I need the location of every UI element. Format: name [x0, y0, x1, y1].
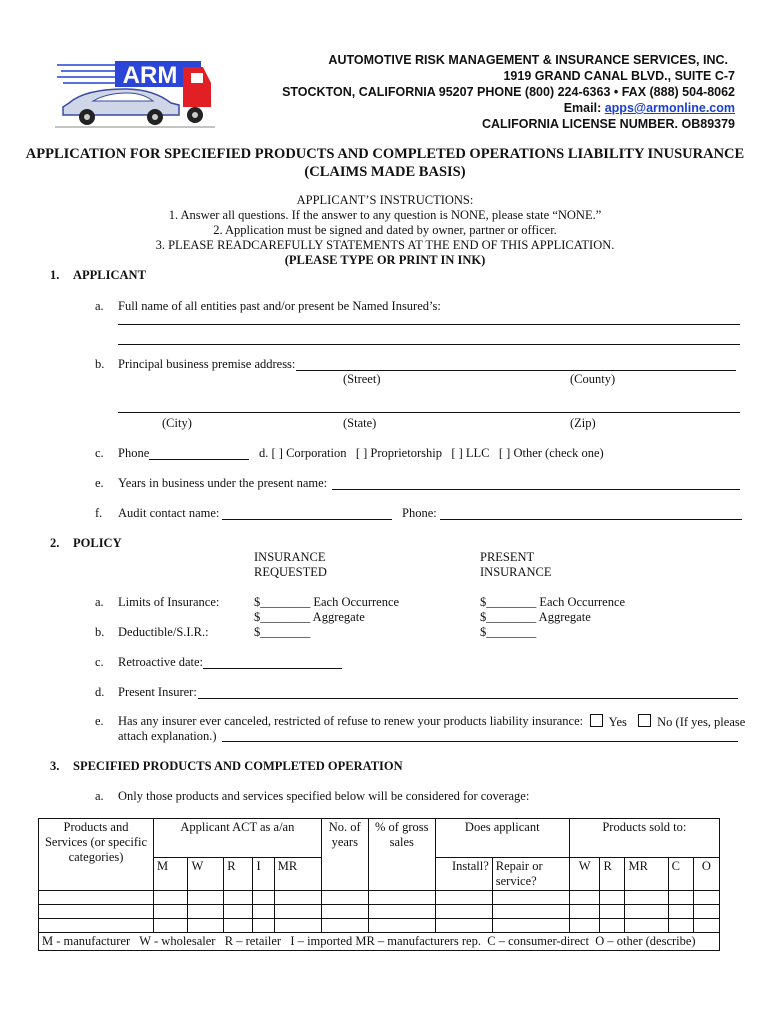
s1e-letter: e. [95, 476, 104, 490]
company-email-line [564, 100, 735, 116]
s2e-letter: e. [95, 714, 104, 728]
legend-text: M - manufacturer W - wholesaler R – retailer I – imported MR – manufacturers rep. C – consumer-direct O – other (describe) [39, 933, 720, 951]
requested-aggregate[interactable]: $________ Aggregate [254, 610, 365, 624]
company-contact: STOCKTON, CALIFORNIA 95207 PHONE (800) 224-6363 • FAX (888) 504-8062 [282, 85, 735, 99]
city-state-zip-line[interactable] [118, 412, 740, 413]
products-table [38, 818, 720, 951]
named-insured-line-2[interactable] [118, 344, 740, 345]
audit-phone-field[interactable] [440, 519, 742, 520]
present-deductible[interactable]: $________ [480, 625, 537, 639]
products-header: Products and Services (or specific categories) [39, 819, 154, 891]
present-heading-2: INSURANCE [480, 565, 552, 579]
yes-checkbox[interactable] [590, 714, 603, 727]
present-heading-1: PRESENT [480, 550, 535, 564]
years-field[interactable] [332, 489, 740, 490]
install-header: Install? [435, 858, 492, 891]
s3a-letter: a. [95, 789, 104, 803]
s1a-letter: a. [95, 299, 104, 313]
retro-date-field[interactable] [203, 668, 342, 669]
present-insurer-field[interactable] [198, 698, 738, 699]
instruction-2: 2. Application must be signed and dated by owner, partner or officer. [213, 223, 557, 237]
table-row[interactable] [39, 891, 720, 905]
audit-contact-label: Audit contact name: [118, 506, 220, 520]
table-header-row [39, 819, 720, 858]
logo-text: ARM [122, 62, 178, 89]
email-link[interactable]: apps@armonline.com [604, 101, 735, 115]
instruction-4: (PLEASE TYPE OR PRINT IN INK) [284, 253, 486, 267]
act-mr: MR [274, 858, 321, 891]
present-insurer-label: Present Insurer: [118, 685, 197, 699]
form-title: APPLICATION FOR SPECIEFIED PRODUCTS AND COMPLETED OPERATIONS LIABILITY INUSURANCE [25, 146, 745, 162]
limits-label: Limits of Insurance: [118, 595, 220, 609]
canceled-question: Has any insurer ever canceled, restricted of refuse to renew your products liability insurance: [118, 714, 584, 728]
repair-header: Repair or service? [492, 858, 569, 891]
table-row[interactable] [39, 919, 720, 933]
section1-title: APPLICANT [73, 268, 146, 282]
requested-each-occurrence[interactable]: $________ Each Occurrence [254, 595, 400, 609]
phone-field[interactable] [149, 459, 249, 460]
instructions-heading: APPLICANT’S INSTRUCTIONS: [296, 193, 474, 207]
sold-r: R [600, 858, 625, 891]
section2-number: 2. [50, 536, 60, 550]
retro-date-label: Retroactive date: [118, 655, 204, 669]
state-caption: (State) [343, 416, 377, 430]
company-address: 1919 GRAND CANAL BLVD., SUITE C-7 [503, 69, 735, 83]
legend-row [39, 933, 720, 951]
street-caption: (Street) [343, 372, 381, 386]
yes-option[interactable] [587, 714, 627, 730]
sold-mr: MR [625, 858, 668, 891]
company-license: CALIFORNIA LICENSE NUMBER. OB89379 [481, 117, 735, 131]
act-w: W [188, 858, 224, 891]
s2c-letter: c. [95, 655, 104, 669]
act-header: Applicant ACT as a/an [154, 819, 322, 858]
requested-heading-1: INSURANCE [254, 550, 326, 564]
sold-w: W [569, 858, 600, 891]
does-applicant-header: Does applicant [435, 819, 569, 858]
county-caption: (County) [570, 372, 616, 386]
company-name: AUTOMOTIVE RISK MANAGEMENT & INSURANCE SERVICES, INC. [328, 53, 728, 67]
form-subtitle: (CLAIMS MADE BASIS) [304, 164, 466, 180]
present-aggregate[interactable]: $________ Aggregate [480, 610, 591, 624]
s1b-label: Principal business premise address: [118, 357, 296, 371]
street-address-line[interactable] [296, 370, 736, 371]
s1b-letter: b. [95, 357, 105, 371]
gross-header: % of gross sales [368, 819, 435, 891]
city-caption: (City) [162, 416, 192, 430]
s1c-letter: c. [95, 446, 104, 460]
act-i: I [253, 858, 274, 891]
sold-c: C [668, 858, 693, 891]
named-insured-line-1[interactable] [118, 324, 740, 325]
email-label: Email: [563, 101, 605, 115]
phone-label: Phone [118, 446, 150, 460]
act-m: M [154, 858, 188, 891]
audit-phone-label: Phone: [402, 506, 437, 520]
section3-number: 3. [50, 759, 60, 773]
s1f-letter: f. [95, 506, 103, 520]
years-header: No. of years [321, 819, 368, 891]
act-r: R [224, 858, 253, 891]
sold-to-header: Products sold to: [569, 819, 719, 858]
s2d-letter: d. [95, 685, 105, 699]
requested-heading-2: REQUESTED [254, 565, 327, 579]
section2-title: POLICY [73, 536, 122, 550]
present-each-occurrence[interactable]: $________ Each Occurrence [480, 595, 626, 609]
section3-title: SPECIFIED PRODUCTS AND COMPLETED OPERATION [73, 759, 403, 773]
instruction-1: 1. Answer all questions. If the answer to any question is NONE, please state “NONE.” [168, 208, 602, 222]
zip-caption: (Zip) [570, 416, 596, 430]
attach-explanation-label: attach explanation.) [118, 729, 217, 743]
instruction-3: 3. PLEASE READCAREFULLY STATEMENTS AT THE END OF THIS APPLICATION. [155, 238, 615, 252]
audit-contact-field[interactable] [222, 519, 392, 520]
arm-logo [55, 55, 215, 133]
s3a-label: Only those products and services specified below will be considered for coverage: [118, 789, 530, 803]
table-row[interactable] [39, 905, 720, 919]
deductible-label: Deductible/S.I.R.: [118, 625, 209, 639]
s2b-letter: b. [95, 625, 105, 639]
section1-number: 1. [50, 268, 60, 282]
no-option[interactable] [635, 714, 745, 730]
sold-o: O [693, 858, 719, 891]
years-label: Years in business under the present name: [118, 476, 328, 490]
logo-speed-lines [57, 65, 115, 83]
explanation-field[interactable] [222, 741, 738, 742]
no-label: No (If yes, please [657, 715, 746, 729]
entity-type-options[interactable]: d. [ ] Corporation [ ] Proprietorship [ ] LLC [ ] Other (check one) [259, 446, 604, 460]
requested-deductible[interactable]: $________ [254, 625, 311, 639]
no-checkbox[interactable] [638, 714, 651, 727]
yes-label: Yes [608, 715, 627, 729]
s1a-label: Full name of all entities past and/or present be Named Insured’s: [118, 299, 441, 313]
s2a-letter: a. [95, 595, 104, 609]
